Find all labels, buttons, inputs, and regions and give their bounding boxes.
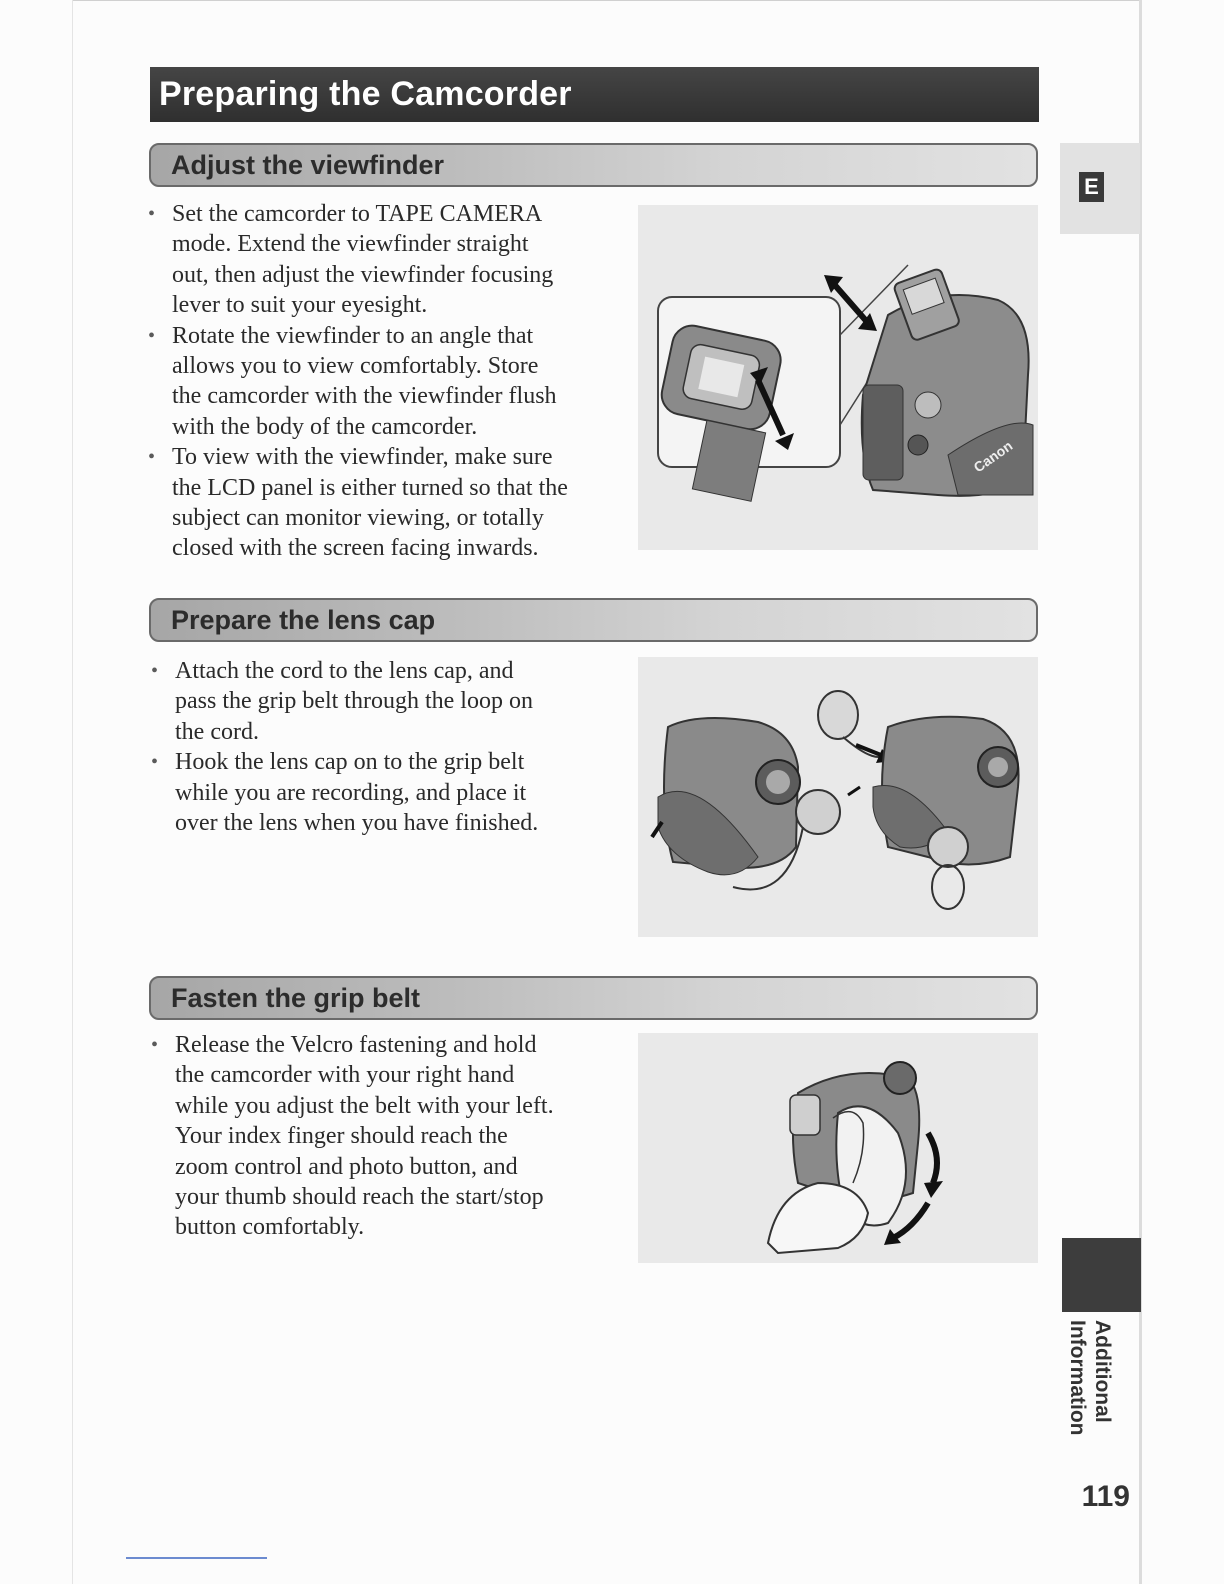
grip-belt-illustration [638, 1033, 1038, 1263]
list-item: • Attach the cord to the lens cap, and pass the grip belt through the loop on the cord. [151, 656, 621, 747]
section-tab-marker [1062, 1238, 1141, 1312]
list-item: • Release the Velcro fastening and hold the camcorder with your right hand while you adjust the belt with your left. Your index finger should reach the zoom control and photo button, and your thumb should reach the start/stop button comfortably. [151, 1030, 621, 1243]
lens-cap-illustration [638, 657, 1038, 937]
grip-belt-instructions [151, 1030, 621, 1243]
section-tab-label [1062, 1318, 1118, 1438]
list-item: • To view with the viewfinder, make sure the LCD panel is either turned so that the subject can monitor viewing, or totally closed with the screen facing inwards. [148, 442, 618, 564]
section-header-fasten-grip-belt: Fasten the grip belt [149, 976, 1038, 1020]
page-number: 119 [1081, 1480, 1130, 1513]
page-title: Preparing the Camcorder [150, 67, 1039, 122]
language-tab-e[interactable]: E [1079, 172, 1104, 202]
section-tab-label-line-2: Information [1066, 1320, 1089, 1436]
section-tab-label-line-1: Additional [1091, 1320, 1114, 1423]
right-margin-rule [1139, 0, 1142, 1584]
bottom-link-rule [126, 1557, 267, 1559]
list-item: • Hook the lens cap on to the grip belt while you are recording, and place it over the lens when you have finished. [151, 747, 621, 838]
brand-logo-text: Canon [970, 437, 1016, 476]
list-item: • Rotate the viewfinder to an angle that allows you to view comfortably. Store the camcorder with the viewfinder flush with the body of the camcorder. [148, 321, 618, 443]
section-header-adjust-viewfinder: Adjust the viewfinder [149, 143, 1038, 187]
lens-cap-instructions [151, 656, 621, 838]
viewfinder-instructions [148, 199, 618, 564]
list-item: • Set the camcorder to TAPE CAMERA mode. Extend the viewfinder straight out, then adjust the viewfinder focusing lever to suit your eyesight. [148, 199, 618, 321]
viewfinder-illustration [638, 205, 1038, 550]
top-rule [72, 0, 1142, 1]
left-margin-rule [72, 0, 73, 1584]
section-header-prepare-lens-cap: Prepare the lens cap [149, 598, 1038, 642]
